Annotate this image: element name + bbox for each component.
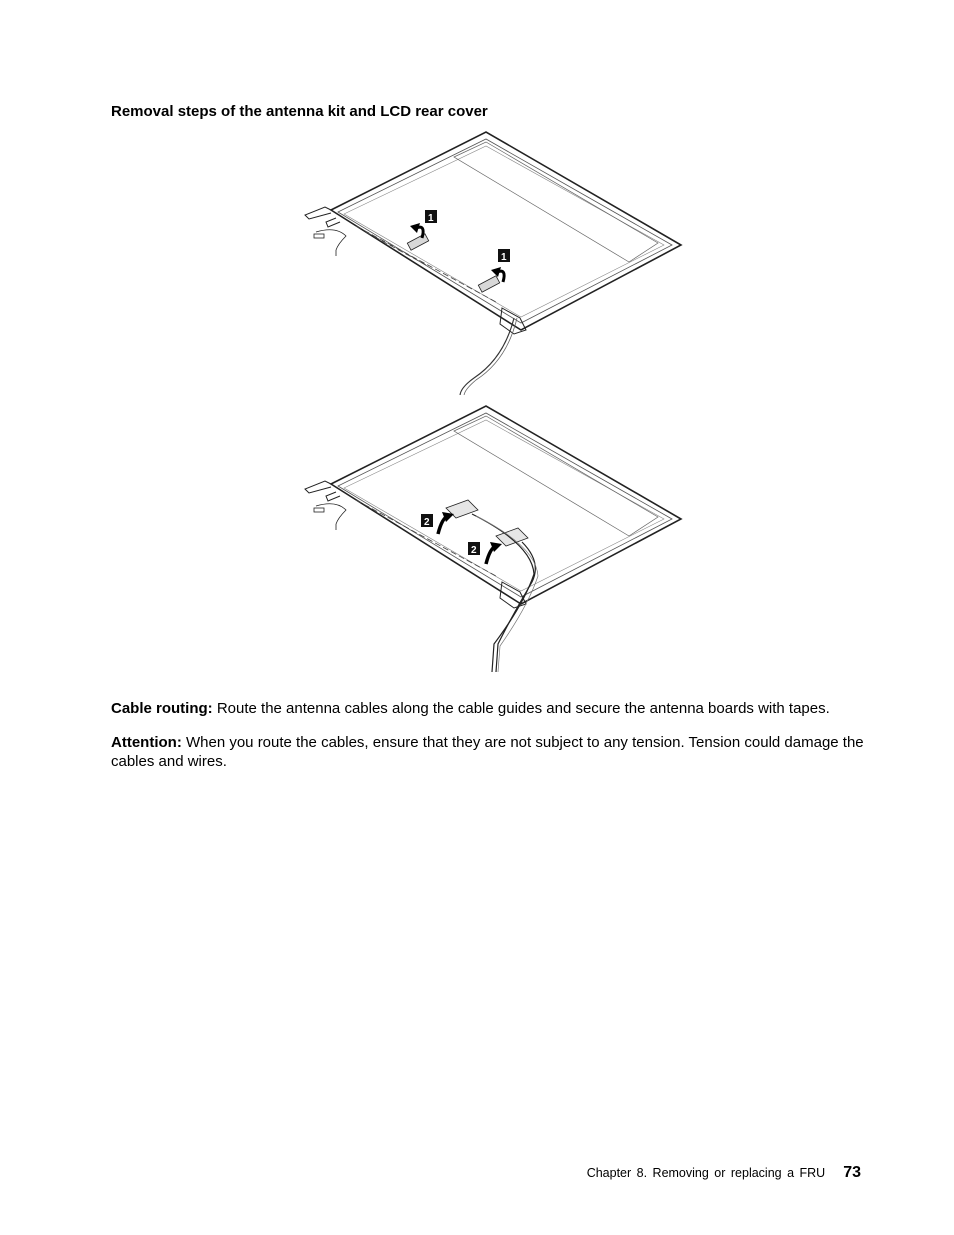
attention-text: When you route the cables, ensure that they are not subject to any tension. Tension could damage the cables and wires. — [111, 734, 864, 770]
page-number: 73 — [843, 1164, 861, 1181]
lcd-rear-cover-illustration-1 — [296, 130, 686, 395]
section-title: Removal steps of the antenna kit and LCD rear cover — [111, 103, 488, 120]
cable-routing-paragraph — [111, 699, 871, 718]
callout-label: 2 — [471, 545, 477, 556]
callout-label: 1 — [501, 252, 507, 263]
cable-routing-label: Cable routing: — [111, 700, 213, 717]
callout-label: 2 — [424, 517, 430, 528]
attention-label: Attention: — [111, 734, 182, 751]
callout-label: 1 — [428, 213, 434, 224]
figure-antenna-removal-step-1 — [296, 130, 686, 395]
attention-paragraph — [111, 733, 871, 771]
figure-antenna-removal-step-2 — [296, 404, 686, 686]
chapter-title: Chapter 8. Removing or replacing a FRU — [586, 1166, 826, 1180]
page-footer — [587, 1164, 861, 1182]
cable-routing-text: Route the antenna cables along the cable guides and secure the antenna boards with tapes. — [216, 700, 830, 717]
lcd-rear-cover-illustration-2 — [296, 404, 686, 686]
